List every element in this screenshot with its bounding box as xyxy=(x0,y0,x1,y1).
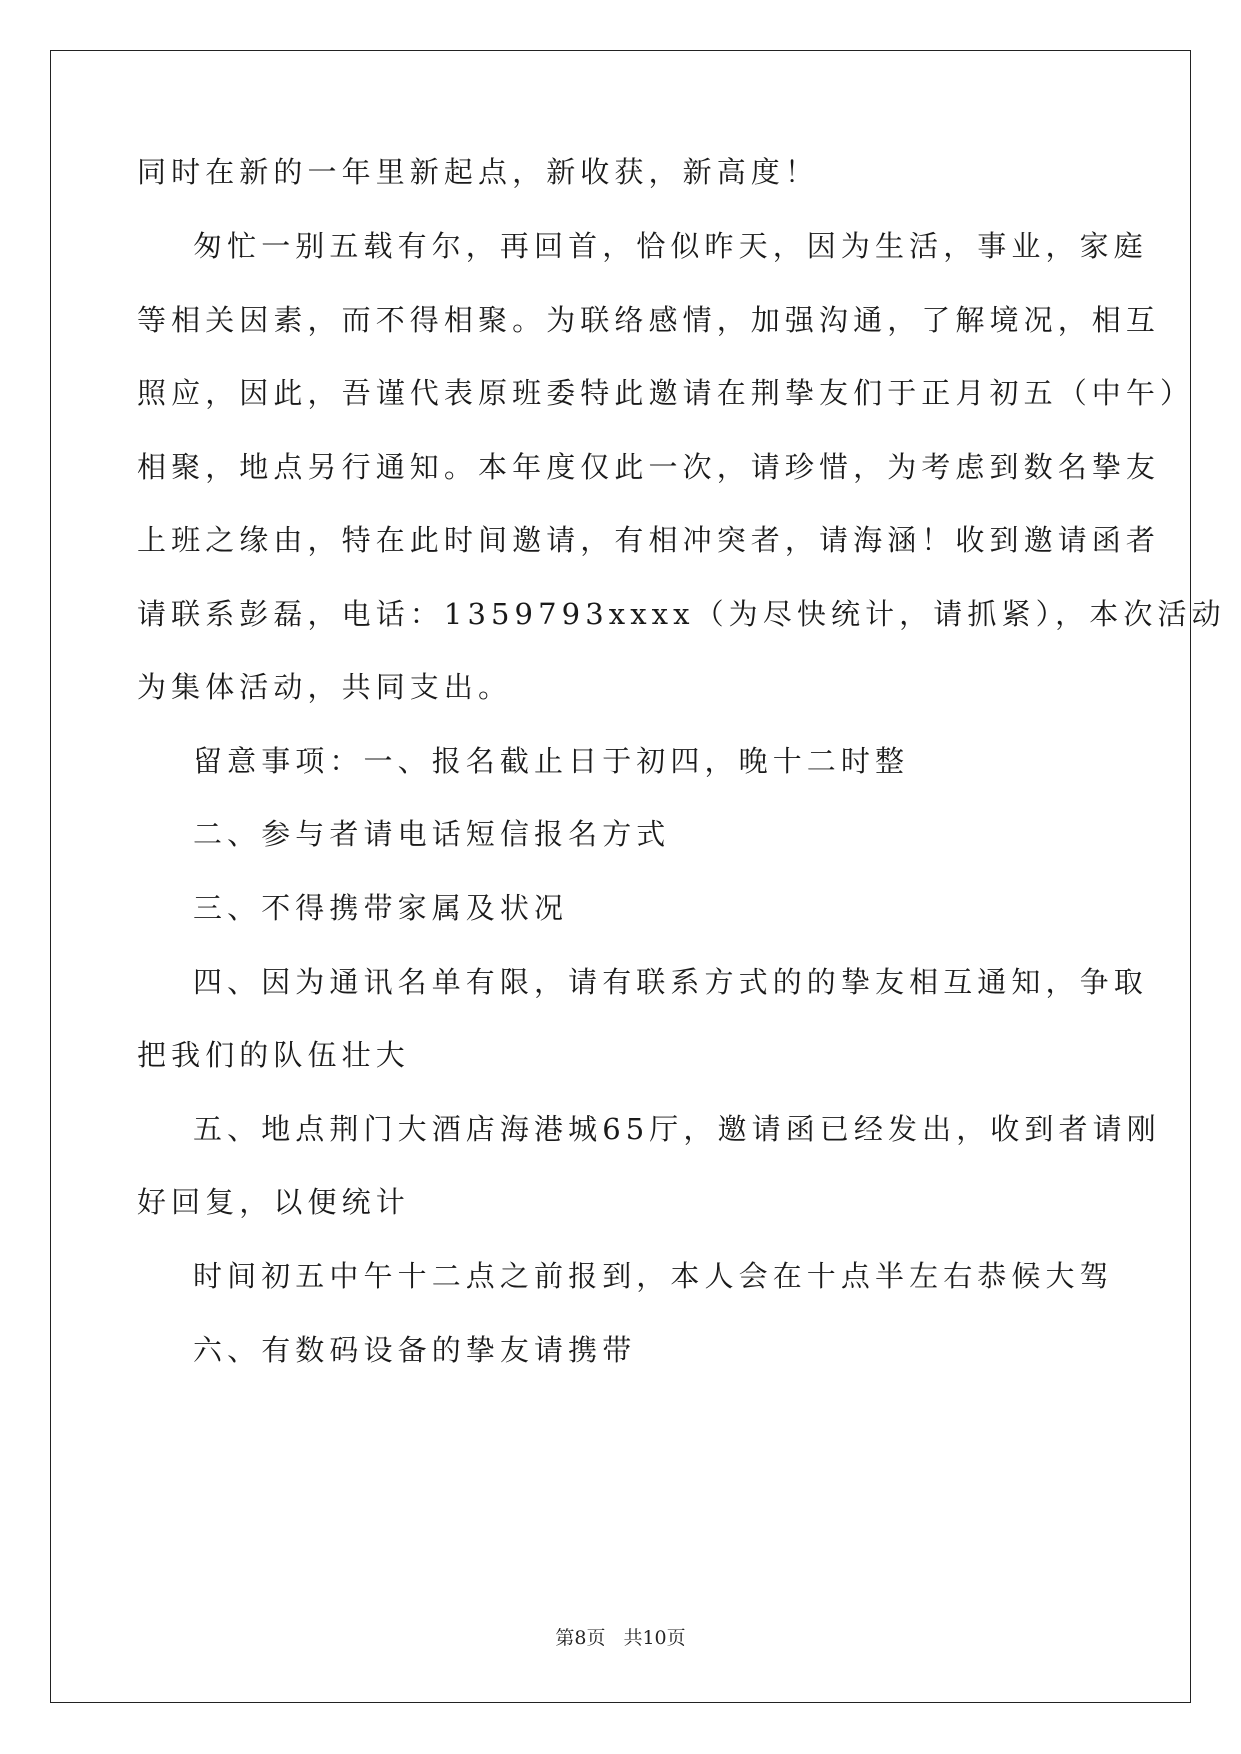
notice-item-4: 四、因为通讯名单有限，请有联系方式的的挚友相互通知，争取 xyxy=(193,965,1148,999)
page-number: 第8页 xyxy=(555,1627,606,1649)
body-line-3: 等相关因素，而不得相聚。为联络感情，加强沟通，了解境况，相互 xyxy=(137,303,1161,337)
page-footer xyxy=(0,1625,1241,1651)
notice-item-4-cont: 把我们的队伍壮大 xyxy=(137,1038,410,1072)
body-line-2: 匆忙一别五载有尔，再回首，恰似昨天，因为生活，事业，家庭 xyxy=(193,229,1148,263)
notice-item-6: 六、有数码设备的挚友请携带 xyxy=(193,1333,637,1367)
body-line-6: 上班之缘由，特在此时间邀请，有相冲突者，请海涵！收到邀请函者 xyxy=(137,523,1161,557)
page-border xyxy=(50,50,1191,1703)
body-line-7: 请联系彭磊，电话：1359793xxxx（为尽快统计，请抓紧），本次活动 xyxy=(137,597,1226,631)
notice-item-2: 二、参与者请电话短信报名方式 xyxy=(193,817,671,851)
body-line-5: 相聚，地点另行通知。本年度仅此一次，请珍惜，为考虑到数名挚友 xyxy=(137,450,1161,484)
notice-time-line: 时间初五中午十二点之前报到，本人会在十点半左右恭候大驾 xyxy=(193,1259,1114,1293)
body-line-8: 为集体活动，共同支出。 xyxy=(137,670,513,704)
page-total: 共10页 xyxy=(623,1627,686,1649)
body-line-4: 照应，因此，吾谨代表原班委特此邀请在荆挚友们于正月初五（中午） xyxy=(137,376,1195,410)
notice-item-5-cont: 好回复，以便统计 xyxy=(137,1185,410,1219)
body-line-1: 同时在新的一年里新起点，新收获，新高度！ xyxy=(137,155,820,189)
notice-item-3: 三、不得携带家属及状况 xyxy=(193,891,569,925)
notice-item-1: 留意事项：一、报名截止日于初四，晚十二时整 xyxy=(193,744,910,778)
notice-item-5: 五、地点荆门大酒店海港城65厅，邀请函已经发出，收到者请刚 xyxy=(193,1112,1161,1146)
